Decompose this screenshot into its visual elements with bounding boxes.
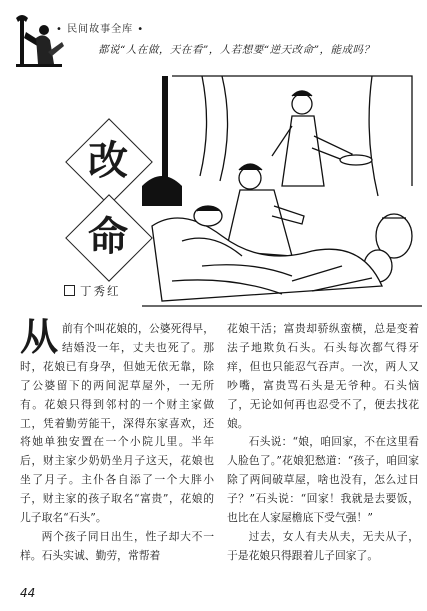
paragraph: 过去，女人有夫从夫，无夫从子，于是花娘只得跟着儿子回家了。 <box>227 529 419 562</box>
author-name: 丁秀红 <box>80 284 121 298</box>
title-char-2: 命 <box>88 213 128 260</box>
paragraph: 两个孩子同日出生，性子却大不一样。石头实诚、勤劳，常帮着 <box>20 529 214 562</box>
page-number: 44 <box>20 586 36 600</box>
series-label: • 民间故事全库 • <box>56 24 145 35</box>
text-column-left <box>20 314 214 566</box>
paragraph: 花娘干活；富贵却骄纵蛮横，总是变着法子地欺负石头。石头每次都气得牙痒，但也只能忍气吞声。一次，两人又吵嘴，富贵骂石头是无爷种。石头恼了，无论如何再也忍受不了，便去找花娘。 <box>227 322 419 430</box>
drop-cap: 从 <box>20 314 59 359</box>
title-char-1: 改 <box>88 137 128 184</box>
text-column-right <box>227 320 419 566</box>
paragraph: 从前有个叫花娘的，公婆死得早，结婚没一年，丈夫也死了。那时，花娘已有身孕，但她无依无靠，除了公婆留下的两间泥草屋外，一无所有。花娘只得到邻村的一个财主家做工，凭着勤劳能干，深得东家喜欢，还将她单独安置在一个小院儿里。半年后，财主家少奶奶坐月子这天，花娘也坐了月子。主仆各自添了一个大胖小子，财主家的孩子取名“富贵”，花娘的儿子取名“石头”。 <box>20 314 214 525</box>
author-box-icon <box>64 285 75 296</box>
page-subtitle: 都说“人在做，天在看”，人若想要“逆天改命”，能成吗？ <box>98 44 375 56</box>
story-illustration <box>142 66 422 311</box>
author-line <box>64 283 121 299</box>
paragraph: 石头说：“娘，咱回家，不在这里看人脸色了。”花娘犯愁道：“孩子，咱回家除了两间破草屋，啥也没有，怎么过日子？”石头说：“回家！我就是去要饭，也比在人家屋檐底下受气强！” <box>227 435 419 525</box>
